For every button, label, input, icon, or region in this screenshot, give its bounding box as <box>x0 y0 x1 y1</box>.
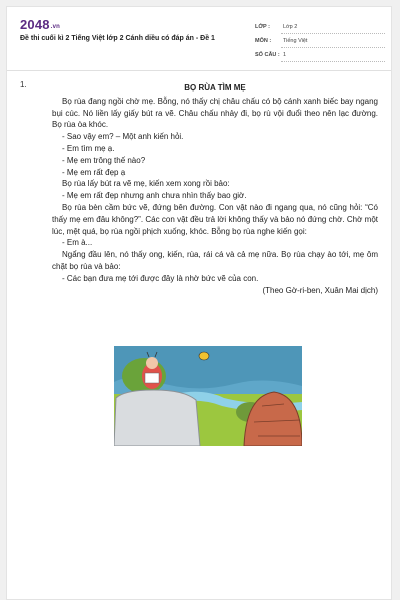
passage-paragraph: Bọ rùa lấy bút ra vẽ mẹ, kiến xem xong rồi bảo: <box>62 179 230 189</box>
meta-count-row <box>255 52 385 65</box>
passage-paragraph: Bọ rùa đang ngồi chờ mẹ. Bỗng, nó thấy chị châu chấu có bộ cánh xanh biếc bay ngang bụi cúc. Nó liền lấy giấy bút ra vẽ. Châu chấu nhảy đi, bọ rù vội đuổi theo nên lạc đường. Bọ rùa òa khóc. <box>52 96 378 130</box>
passage-paragraph: Ngẩng đầu lên, nó thấy ong, kiến, rùa, rái cá và cả mẹ nữa. Bọ rùa chạy ào tới, mẹ ôm chặt bọ rùa và bảo: <box>52 250 378 271</box>
meta-class-label: LỚP : <box>255 24 270 30</box>
meta-divider <box>281 33 385 34</box>
passage-source: (Theo Gờ-ri-ben, Xuân Mai dịch) <box>262 285 378 295</box>
ladybug-drawing <box>145 373 159 383</box>
bee-icon <box>199 352 209 360</box>
meta-subject-label: MÔN : <box>255 38 272 44</box>
meta-subject-row <box>255 38 385 51</box>
meta-count-value: 1 <box>283 52 287 58</box>
passage-title: BỌ RÙA TÌM MẸ <box>184 83 246 92</box>
dialogue-line: - Em à... <box>62 238 93 248</box>
page-header <box>7 7 393 71</box>
reading-passage <box>52 82 378 296</box>
dialogue-line: - Sao vậy em? – Một anh kiến hỏi. <box>62 132 184 142</box>
meta-class-value: Lớp 2 <box>283 24 298 30</box>
header-divider <box>7 70 391 71</box>
site-logo[interactable] <box>20 17 60 32</box>
meta-subject-value: Tiếng Việt <box>283 38 308 44</box>
document-title: Đề thi cuối kì 2 Tiếng Việt lớp 2 Cánh diều có đáp án - Đề 1 <box>20 35 215 42</box>
illustration-rock <box>114 390 200 446</box>
dialogue-line: - Các bạn đưa mẹ tới được đây là nhờ bức vẽ của con. <box>62 273 259 283</box>
dialogue-line: - Mẹ em rất đẹp ạ <box>62 167 126 177</box>
meta-count-label: SỐ CÂU : <box>255 52 280 58</box>
story-illustration <box>114 346 302 446</box>
meta-divider <box>281 47 385 48</box>
dialogue-line: - Mẹ em trông thế nào? <box>62 155 146 165</box>
logo-suffix: .vn <box>50 24 61 30</box>
meta-class-row <box>255 24 385 37</box>
ladybug-head <box>146 357 158 369</box>
passage-paragraph: Bọ rùa bèn cầm bức vẽ, đứng bên đường. Con vật nào đi ngang qua, nó cũng hỏi: “Có thấy mẹ em đâu không?”. Các con vật đều trả lời không thấy và bảo nó đứng chờ. Chờ một lúc, mệt quá, bọ rùa ngồi phịch xuống, khóc. Bỗng bọ rùa nghe kiến gọi: <box>52 202 378 236</box>
meta-divider <box>281 61 385 62</box>
logo-text: 2048 <box>20 17 50 32</box>
dialogue-line: - Em tìm mẹ ạ. <box>62 143 115 153</box>
dialogue-line: - Mẹ em rất đẹp nhưng anh chưa nhìn thấy bao giờ. <box>62 191 247 201</box>
question-number: 1. <box>20 80 27 89</box>
